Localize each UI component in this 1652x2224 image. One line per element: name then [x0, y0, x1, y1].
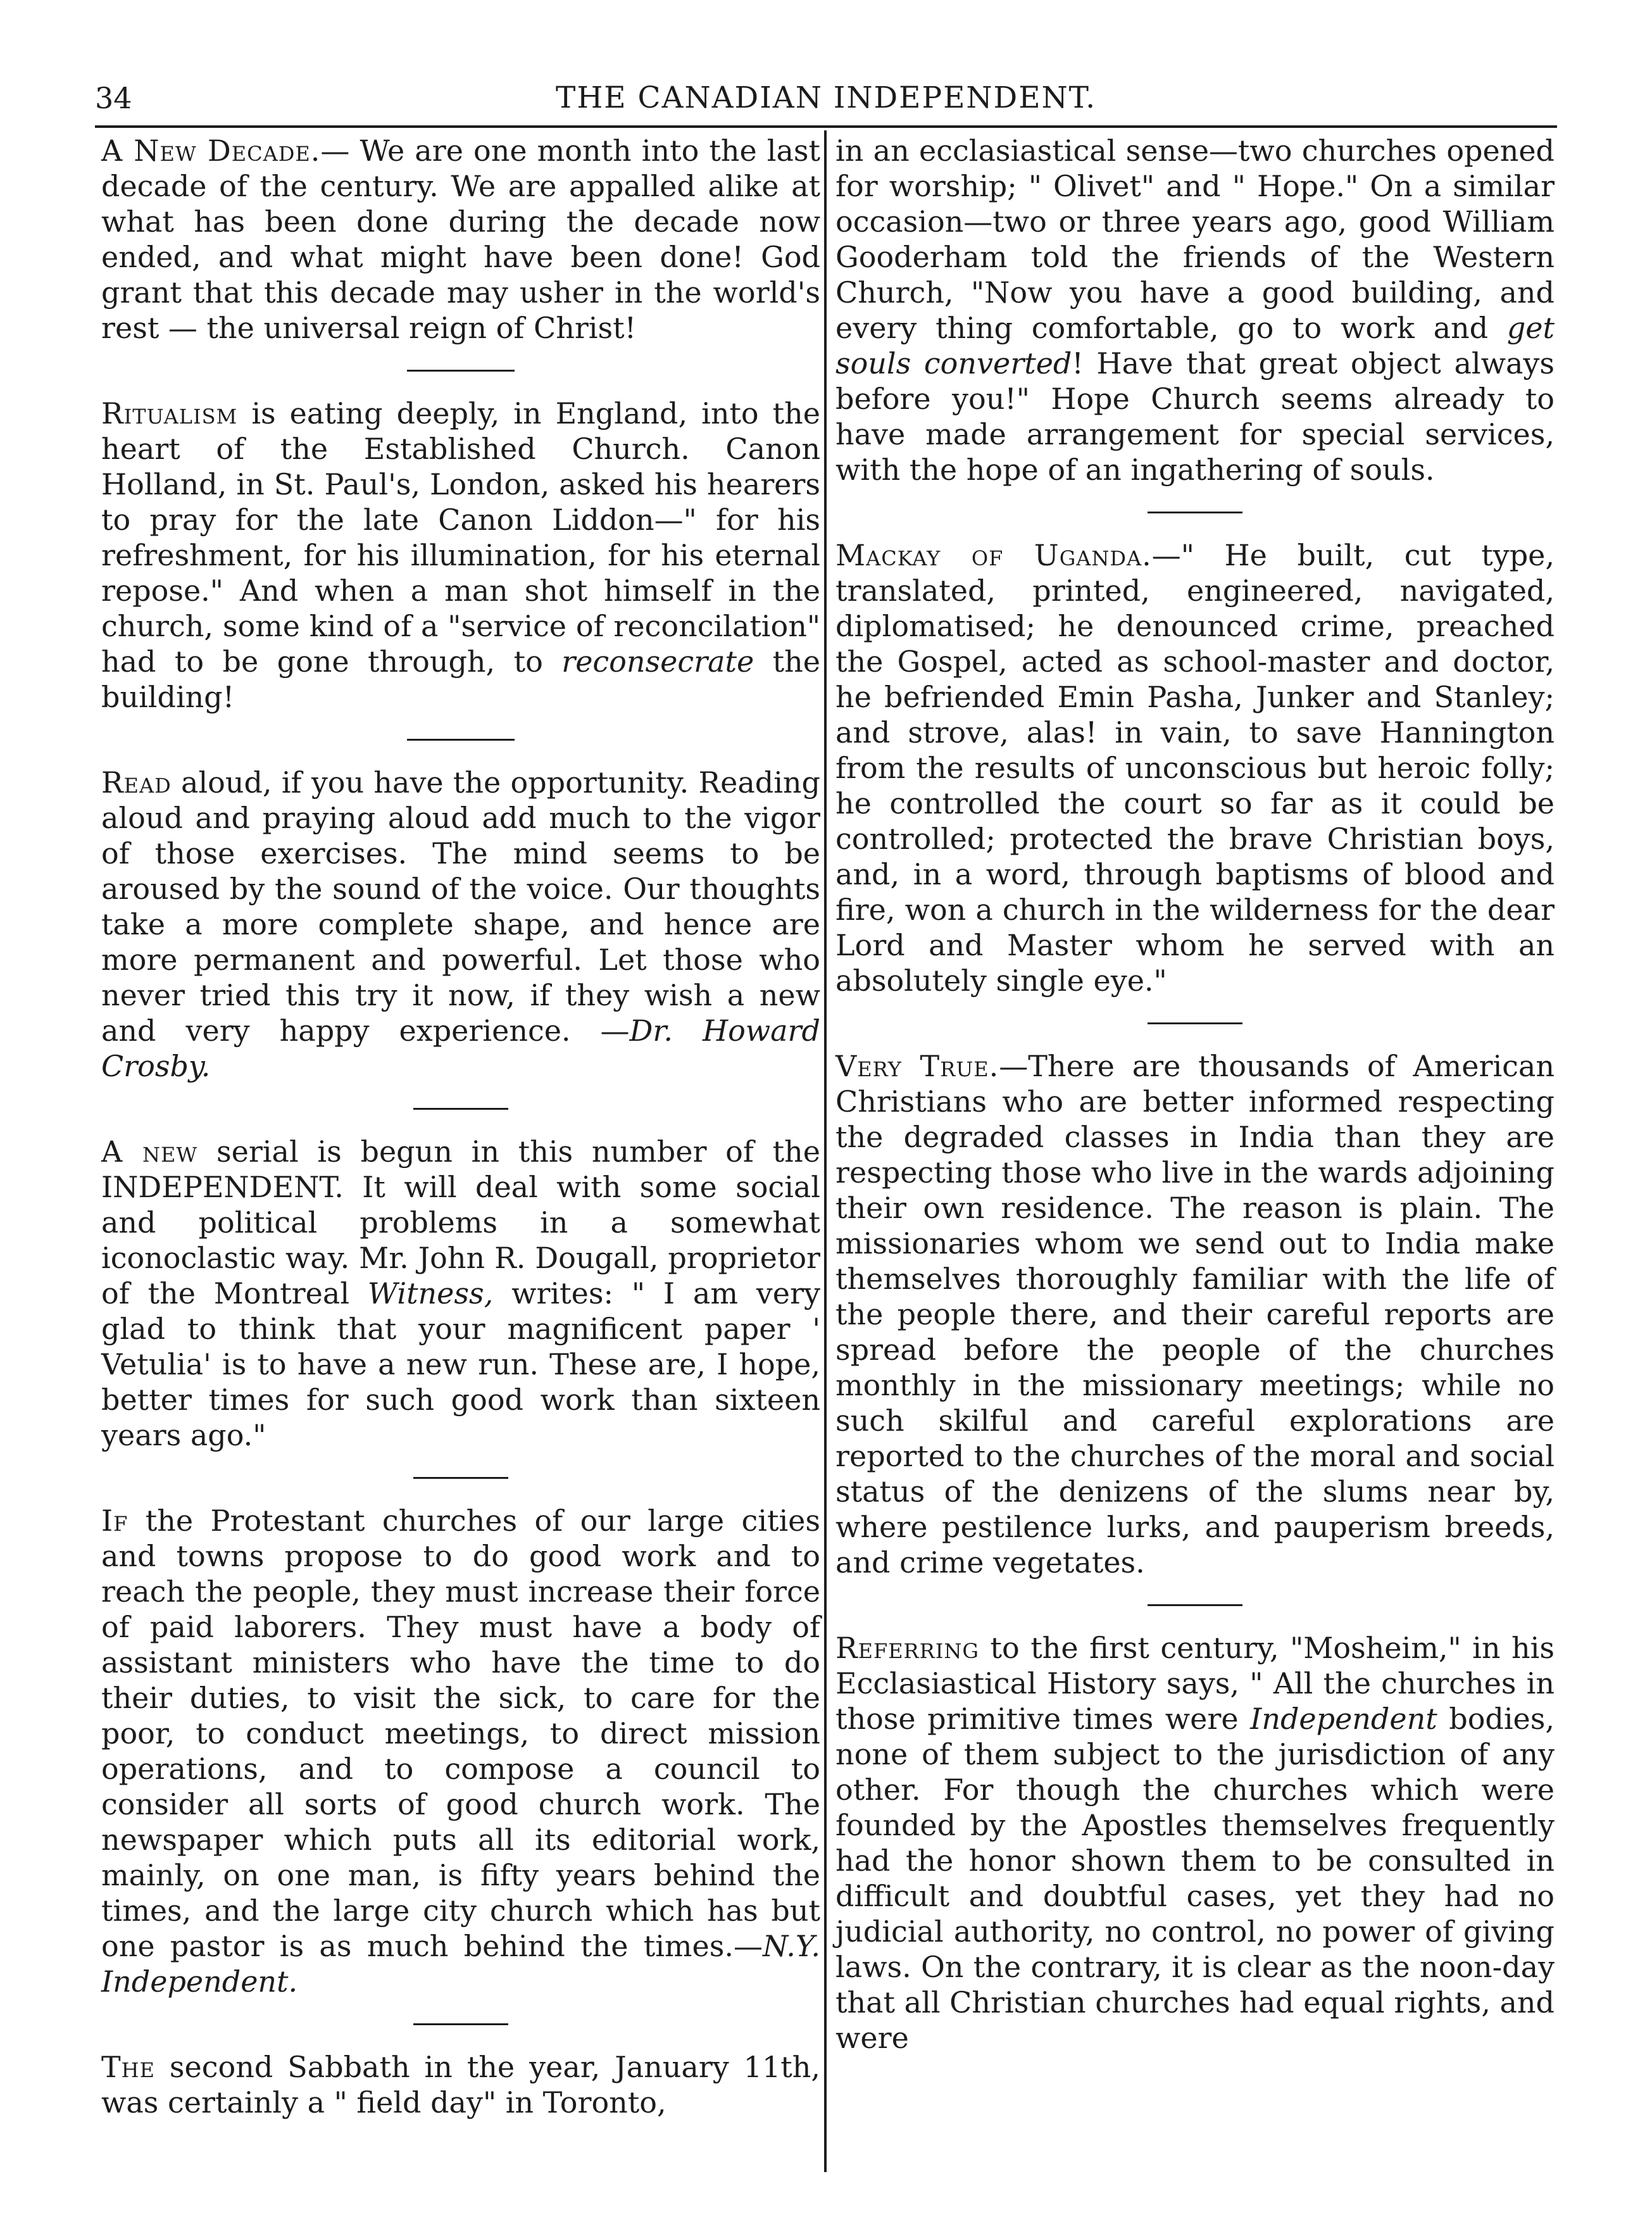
- article-lead: If: [101, 1504, 128, 1538]
- article-attribution: N.Y. Independent.: [101, 1929, 820, 1999]
- article-body-tail: bodies, none of them subject to the jurisdiction of any other. For though the churches which were founded by the Apostles themselves frequently had the honor shown them to be consulted in difficult and doubtful cases, yet they had no judicial authority, no control, no power of giving laws. On the contrary, it is clear as the noon-day that all Christian churches had equal rights, and were: [835, 1702, 1555, 2055]
- article-read-aloud: [101, 765, 820, 1084]
- right-column: [835, 133, 1555, 2056]
- article-emphasis: reconsecrate: [561, 644, 754, 679]
- article-lead: Mackay of Uganda.: [835, 538, 1152, 572]
- article-body: aloud, if you have the opportunity. Reading aloud and praying aloud add much to the vigor of those exercises. The mind seems to be aroused by the sound of the voice. Our thoughts take a more complete shape, and hence are more permanent and powerful. Let those who never tried this try it now, if they wish a new and very happy experience. —: [101, 765, 820, 1048]
- article-body: in an ecclasiastical sense—two churches opened for worship; " Olivet" and " Hope." On a similar occasion—two or three years ago, good William Gooderham told the friends of the Western Church, "Now you have a good building, and every thing comfortable, go to work and: [835, 134, 1555, 345]
- article-lead: Read: [101, 765, 172, 800]
- article-body-tail: ! Have that great object always before you!" Hope Church seems already to have made arrangement for special services, with the hope of an ingathering of souls.: [835, 346, 1555, 487]
- article-ritualism: [101, 396, 820, 715]
- article-lead: A New Decade.: [101, 134, 321, 168]
- left-column: [101, 133, 820, 2120]
- article-body: the Protestant churches of our large cities and towns propose to do good work and to reach the people, they must increase their force of paid laborers. They must have a body of assistant ministers who have the time to do their duties, to visit the sick, to care for the poor, to conduct meetings, to direct mission operations, and to compose a council to consider all sorts of good church work. The newspaper which puts all its editorial work, mainly, on one man, is fifty years behind the times, and the large city church which has but one pastor is as much behind the times.—: [101, 1504, 820, 1963]
- article-body-tail: writes: " I am very glad to think that your magnificent paper ' Vetulia' is to have a new run. These are, I hope, better times for such good work than sixteen years ago.": [101, 1276, 820, 1452]
- article-very-true: [835, 1048, 1555, 1580]
- article-attribution: Dr. Howard Crosby.: [101, 1014, 820, 1083]
- page-header: [95, 76, 1557, 120]
- article-continued: [835, 133, 1555, 487]
- article-emphasis: get souls converted: [835, 311, 1555, 380]
- article-separator: [413, 2023, 508, 2025]
- article-second-sabbath: [101, 2049, 820, 2120]
- running-title: THE CANADIAN INDEPENDENT.: [555, 80, 1097, 115]
- article-lead: Ritualism: [101, 396, 238, 430]
- article-separator: [1148, 1604, 1242, 1606]
- article-separator: [1148, 512, 1242, 513]
- article-body: second Sabbath in the year, January 11th, was certainly a " field day" in Toronto,: [101, 2050, 820, 2120]
- header-rule: [95, 125, 1557, 128]
- article-lead: Very True.: [835, 1049, 999, 1083]
- article-mackay-of-uganda: [835, 537, 1555, 998]
- article-lead: Referring: [835, 1631, 979, 1665]
- article-lead: A new: [101, 1134, 198, 1169]
- article-separator: [407, 739, 515, 741]
- article-new-decade: [101, 133, 820, 346]
- article-body: to the first century, "Mosheim," in his Ecclasiastical History says, " All the churches in those primitive times were: [835, 1631, 1555, 1736]
- article-separator: [413, 1108, 508, 1110]
- article-body: —" He built, cut type, translated, printed, engineered, navigated, diplomatised; he denounced crime, preached the Gospel, acted as school-master and doctor, he befriended Emin Pasha, Junker and Stanley; and strove, alas! in vain, to save Hannington from the results of unconscious but heroic folly; he controlled the court so far as it could be controlled; protected the brave Christian boys, and, in a word, through baptisms of blood and fire, won a church in the wilderness for the dear Lord and Master whom he served with an absolutely single eye.": [835, 538, 1555, 998]
- article-separator: [407, 370, 515, 372]
- article-referring: [835, 1630, 1555, 2056]
- article-body: —There are thousands of American Christians who are better informed respecting the degraded classes in India than they are respecting those who live in the wards adjoining their own residence. The reason is plain. The missionaries whom we send out to India make themselves thoroughly familiar with the life of the people there, and their careful reports are spread before the people of the churches monthly in the missionary meetings; while no such skilful and careful explorations are reported to the churches of the moral and social status of the denizens of the slums near by, where pestilence lurks, and pauperism breeds, and crime vegetates.: [835, 1049, 1555, 1580]
- article-separator: [413, 1477, 508, 1479]
- article-separator: [1148, 1022, 1242, 1024]
- article-emphasis: Independent: [1250, 1702, 1437, 1736]
- page-number: 34: [95, 81, 132, 115]
- article-emphasis: Witness,: [367, 1276, 494, 1310]
- article-new-serial: [101, 1134, 820, 1453]
- article-body: is eating deeply, in England, into the heart of the Established Church. Canon Holland, in St. Paul's, London, asked his hearers to pray for the late Canon Liddon—" for his refreshment, for his illumination, for his eternal repose." And when a man shot himself in the church, some kind of a "service of reconcilation" had to be gone through, to: [101, 396, 820, 679]
- column-divider: [824, 130, 827, 2172]
- article-lead: The: [101, 2050, 155, 2084]
- article-protestant-churches: [101, 1503, 820, 1999]
- article-body: — We are one month into the last decade of the century. We are appalled alike at what has been done during the decade now ended, and what might have been done! God grant that this decade may usher in the world's rest — the universal reign of Christ!: [101, 134, 820, 345]
- article-body-tail: the building!: [101, 644, 820, 714]
- article-body: serial is begun in this number of the INDEPENDENT. It will deal with some social and political problems in a somewhat iconoclastic way. Mr. John R. Dougall, proprietor of the Montreal: [101, 1134, 820, 1310]
